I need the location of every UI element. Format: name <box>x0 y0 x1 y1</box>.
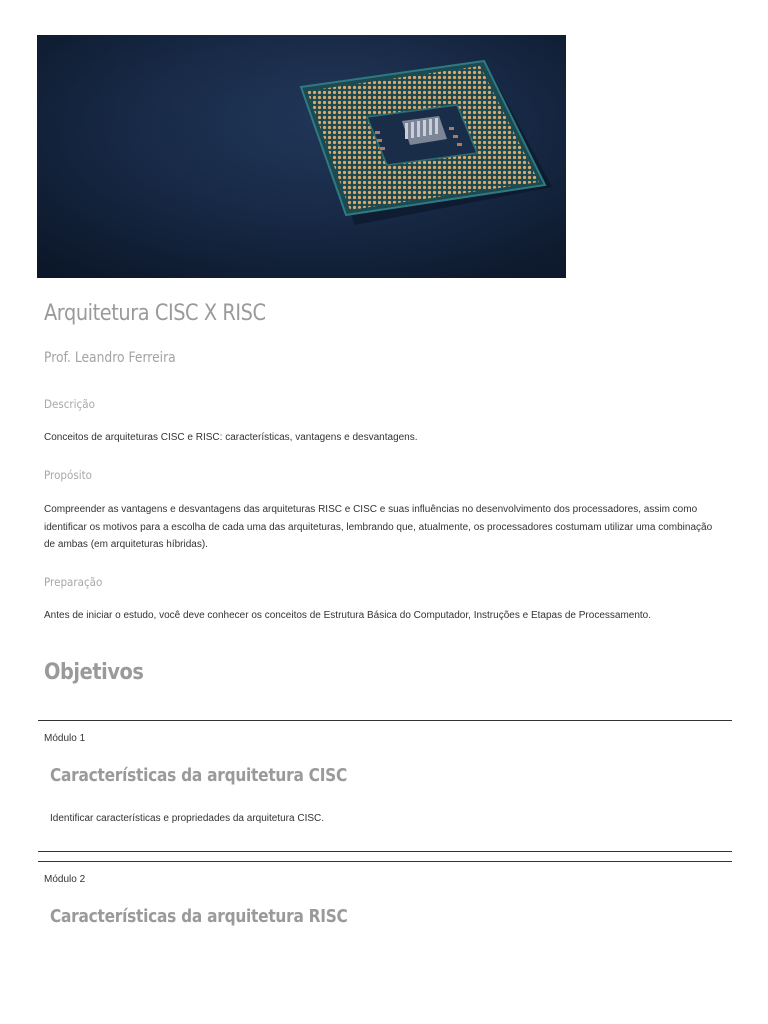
preparation-label: Preparação <box>44 575 103 589</box>
author-name: Prof. Leandro Ferreira <box>44 350 176 366</box>
purpose-label: Propósito <box>44 468 92 482</box>
page-title: Arquitetura CISC X RISC <box>44 301 266 326</box>
module-1-title[interactable]: Características da arquitetura CISC <box>50 766 348 786</box>
purpose-text: Compreender as vantagens e desvantagens das arquiteturas RISC e CISC e suas influências no desenvolvimento dos processadores, assim como identificar os motivos para a escolha de cada uma das arquiteturas, lembrando que, atualmente, os processadores costumam utilizar uma combinação de ambas (em arquiteturas híbridas). <box>44 504 713 550</box>
cpu-chip-illustration <box>37 35 566 278</box>
description-label: Descrição <box>44 397 95 411</box>
description-text: Conceitos de arquiteturas CISC e RISC: características, vantagens e desvantagens. <box>44 432 418 443</box>
module-divider <box>38 861 732 862</box>
module-divider <box>38 720 732 721</box>
objectives-heading: Objetivos <box>44 660 144 685</box>
module-1-label: Módulo 1 <box>44 733 86 744</box>
hero-image <box>37 35 566 278</box>
preparation-text: Antes de iniciar o estudo, você deve conhecer os conceitos de Estrutura Básica do Computador, Instruções e Etapas de Processamento. <box>44 610 652 621</box>
module-2-label: Módulo 2 <box>44 874 86 885</box>
module-1-description: Identificar características e propriedades da arquitetura CISC. <box>50 813 325 824</box>
module-2-title[interactable]: Características da arquitetura RISC <box>50 907 348 927</box>
module-divider <box>38 851 732 852</box>
